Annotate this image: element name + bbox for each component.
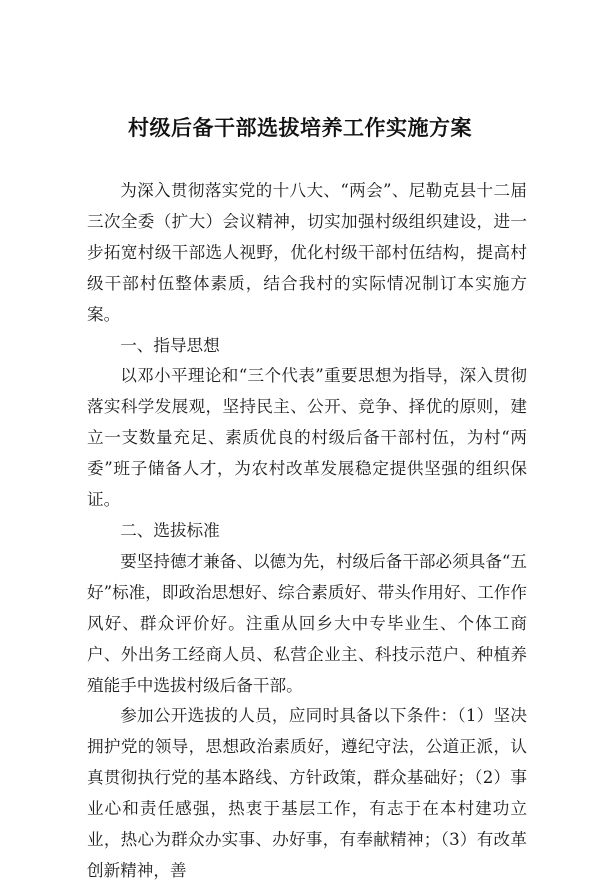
intro-paragraph: 为深入贯彻落实党的十八大、“两会”、尼勒克县十二届三次全委（扩大）会议精神，切实加强村级组织建设，进一步拓宽村级干部选人视野，优化村级干部村伍结构，提高村级干部村伍整体素质，结合我村的实际情况制订本实施方案。	[87, 181, 527, 324]
selection-criteria-paragraph: 要坚持德才兼备、以德为先，村级后备干部必须具备“五好”标准，即政治思想好、综合素质好、带头作用好、工作作风好、群众评价好。注重从回乡大中专毕业生、个体工商户、外出务工经商人员、私营企业主、科技示范户、种植养殖能手中选拔村级后备干部。	[87, 551, 527, 695]
section-heading-guiding-ideology: 一、指导思想	[120, 335, 220, 355]
section-heading-selection-criteria: 二、选拔标准	[120, 520, 220, 540]
selection-conditions-paragraph: 参加公开选拔的人员，应同时具备以下条件：（1）坚决拥护党的领导，思想政治素质好，遵纪守法，公道正派，认真贯彻执行党的基本路线、方针政策，群众基础好；（2）事业心和责任感强，热衷于基层工作，有志于在本村建功立业，热心为群众办实事、办好事，有奉献精神；（3）有改革创新精神，善	[87, 706, 527, 880]
document-title: 村级后备干部选拔培养工作实施方案	[128, 116, 472, 140]
document-body	[87, 176, 527, 887]
guiding-ideology-paragraph: 以邓小平理论和“三个代表”重要思想为指导，深入贯彻落实科学发展观，坚持民主、公开、竞争、择优的原则，建立一支数量充足、素质优良的村级后备干部村伍，为村“两委”班子储备人才，为农村改革发展稳定提供坚强的组织保证。	[87, 366, 527, 510]
